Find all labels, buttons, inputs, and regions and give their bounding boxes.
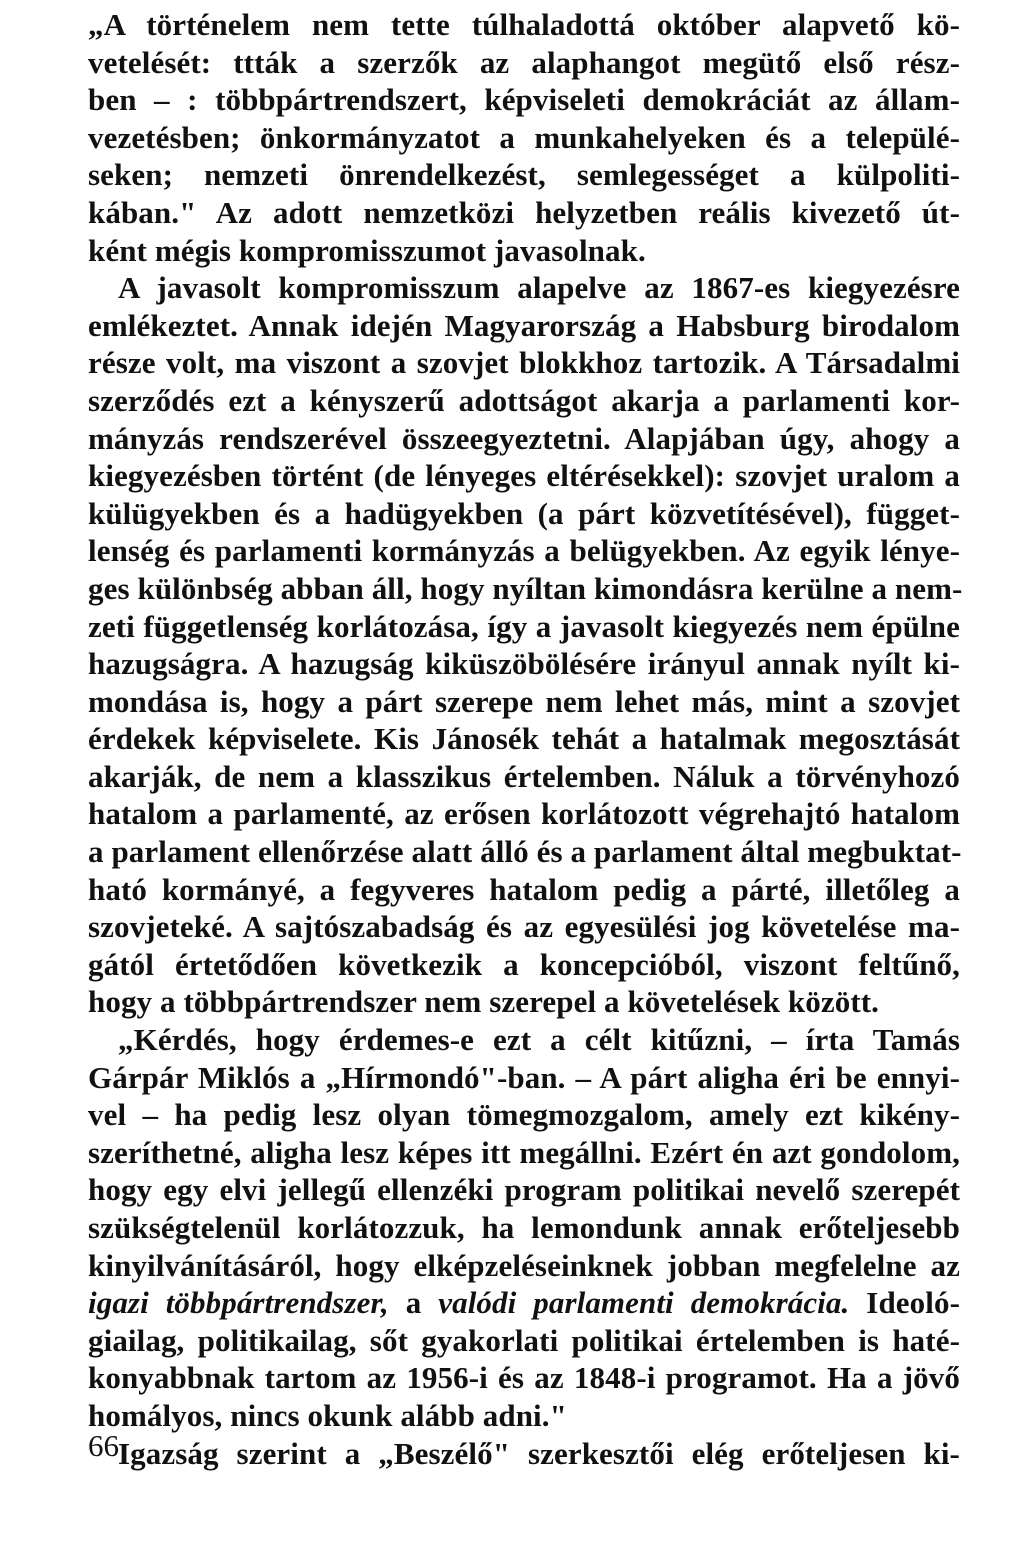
text-line: külügyekben és a hadügyekben (a párt közvetítésével), függet- (88, 495, 960, 531)
text-line: A javasolt kompromisszum alapelve az 1867-es kiegyezésre (118, 270, 960, 306)
text-line: „Kérdés, hogy érdemes-e ezt a célt kitűzni, – írta Tamás (118, 1022, 960, 1058)
text-line: seken; nemzeti önrendelkezést, semlegességet a külpoliti- (88, 157, 960, 193)
text-line: vel – ha pedig lesz olyan tömegmozgalom, amely ezt kikény- (88, 1097, 960, 1133)
text-line: vezetésben; önkormányzatot a munkahelyeken és a települé- (88, 119, 960, 155)
text-line: vetelését: ttták a szerzők az alaphangot megütő első rész- (88, 44, 960, 80)
text-line: hatalom a parlamenté, az erősen korlátozott végrehajtó hatalom (88, 796, 960, 832)
text-line: mányzás rendszerével összeegyeztetni. Alapjában úgy, ahogy a (88, 420, 960, 456)
text-line: a parlament ellenőrzése alatt álló és a parlament által megbuktat- (88, 834, 962, 870)
text-line: emlékeztet. Annak idején Magyarország a Habsburg birodalom (88, 307, 960, 343)
text-line: szovjeteké. A sajtószabadság és az egyesülési jog követelése ma- (88, 909, 960, 945)
text-line: gától értetődően következik a koncepcióból, viszont feltűnő, (88, 946, 960, 982)
page-number: 66 (88, 1428, 119, 1463)
text-line: kiegyezésben történt (de lényeges eltérésekkel): szovjet uralom a (88, 458, 960, 494)
text-line: igazi többpártrendszer, a valódi parlamenti demokrácia. Ideoló- (88, 1285, 960, 1321)
text-line: „A történelem nem tette túlhaladottá október alapvető kö- (88, 7, 960, 42)
text-line: lenség és parlamenti kormányzás a belügyekben. Az egyik lénye- (88, 533, 960, 569)
text-line: érdekek képviselete. Kis Jánosék tehát a hatalmak megosztását (88, 721, 960, 757)
text-line: kinyilvánításáról, hogy elképzeléseinknek jobban megfelelne az (88, 1247, 960, 1283)
text-line: része volt, ma viszont a szovjet blokkhoz tartozik. A Társadalmi (88, 345, 960, 381)
text-line: hogy egy elvi jellegű ellenzéki program politikai nevelő szerepét (88, 1172, 960, 1208)
text-line: ható kormányé, a fegyveres hatalom pedig a párté, illetőleg a (88, 871, 960, 907)
text-line: kában." Az adott nemzetközi helyzetben reális kivezető út- (88, 194, 960, 230)
text-line: hazugságra. A hazugság kiküszöbölésére irányul annak nyílt ki- (88, 646, 960, 682)
text-line: szükségtelenül korlátozzuk, ha lemondunk annak erőteljesebb (88, 1210, 960, 1245)
text-line: szeríthetné, aligha lesz képes itt megállni. Ezért én azt gondolom, (88, 1134, 960, 1170)
text-line: konyabbnak tartom az 1956-i és az 1848-i programot. Ha a jövő (88, 1360, 960, 1396)
body-text (88, 6, 963, 1472)
text-line: hogy a többpártrendszer nem szerepel a követelések között. (88, 984, 880, 1020)
text-line: homályos, nincs okunk alább adni." (88, 1397, 567, 1433)
text-line: giailag, politikailag, sőt gyakorlati politikai értelemben is haté- (88, 1322, 960, 1358)
text-line: szerződés ezt a kényszerű adottságot akarja a parlamenti kor- (88, 382, 960, 418)
text-line: ben – : többpártrendszert, képviseleti demokráciát az állam- (88, 82, 960, 118)
text-line: zeti függetlenség korlátozása, így a javasolt kiegyezés nem épülne (88, 608, 960, 644)
text-line: Gárpár Miklós a „Hírmondó"-ban. – A párt aligha éri be ennyi- (88, 1059, 960, 1095)
text-line: Igazság szerint a „Beszélő" szerkesztői elég erőteljesen ki- (118, 1435, 960, 1471)
text-line: ges különbség abban áll, hogy nyíltan kimondásra kerülne a nem- (88, 570, 963, 606)
text-line: ként mégis kompromisszumot javasolnak. (88, 232, 646, 268)
text-line: mondása is, hogy a párt szerepe nem lehet más, mint a szovjet (88, 683, 960, 719)
text-line: akarják, de nem a klasszikus értelemben. Náluk a törvényhozó (88, 758, 960, 794)
